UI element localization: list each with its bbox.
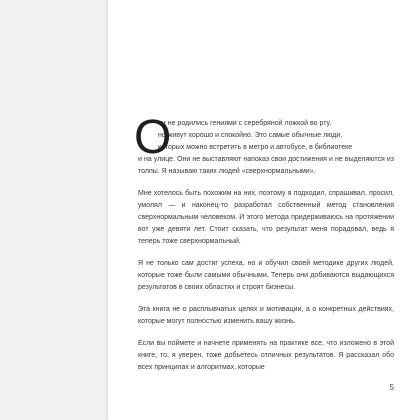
paragraph-4: Если вы поймете и начнете применять на практике все, что изложено в этой книге, то, я уверен, тоже добьетесь отличных результатов. Я рассказал обо всех принципах и алгоритмах, которые bbox=[138, 340, 394, 371]
drop-cap: О bbox=[134, 111, 172, 164]
lead-paragraph bbox=[134, 111, 394, 178]
book-page bbox=[108, 0, 420, 420]
page-number: 5 bbox=[389, 383, 394, 392]
lead-line-1: ни не родились гениями с серебряной ложкой во рту, bbox=[158, 120, 332, 127]
paragraph-2: Я не только сам достиг успеха, но и обучил своей методике других людей, которые тоже были самыми обычными. Теперь они добиваются выдающихся результатов в своих областях и строят бизнесы. bbox=[138, 260, 394, 291]
page-text bbox=[134, 111, 394, 384]
lead-rest: и на улице. Они не выставляют напоказ свои достижения и не выделяются из толпы. Я называю таких людей «сверхнормальными». bbox=[138, 156, 394, 175]
lead-line-2: но живут хорошо и спокойно. Это самые обычные люди, bbox=[158, 132, 343, 139]
paragraph-3: Эта книга не о расплывчатых целях и мотивации, а о конкретных действиях, которые могут полностью изменить вашу жизнь. bbox=[138, 306, 394, 325]
paragraph-1: Мне хотелось быть похожим на них, поэтому я подходил, спрашивал, просил, умолял — и наконец-то разработал собственный метод становления сверхнормальным человеком. И этого метода придерживаюсь на протяжении вот уже девяти лет. Стоит сказать, что результат меня порадовал, ведь я теперь тоже сверхнормальный. bbox=[138, 190, 394, 245]
lead-line-3: которых можно встретить в метро и автобусе, в библиотеке bbox=[158, 144, 353, 151]
